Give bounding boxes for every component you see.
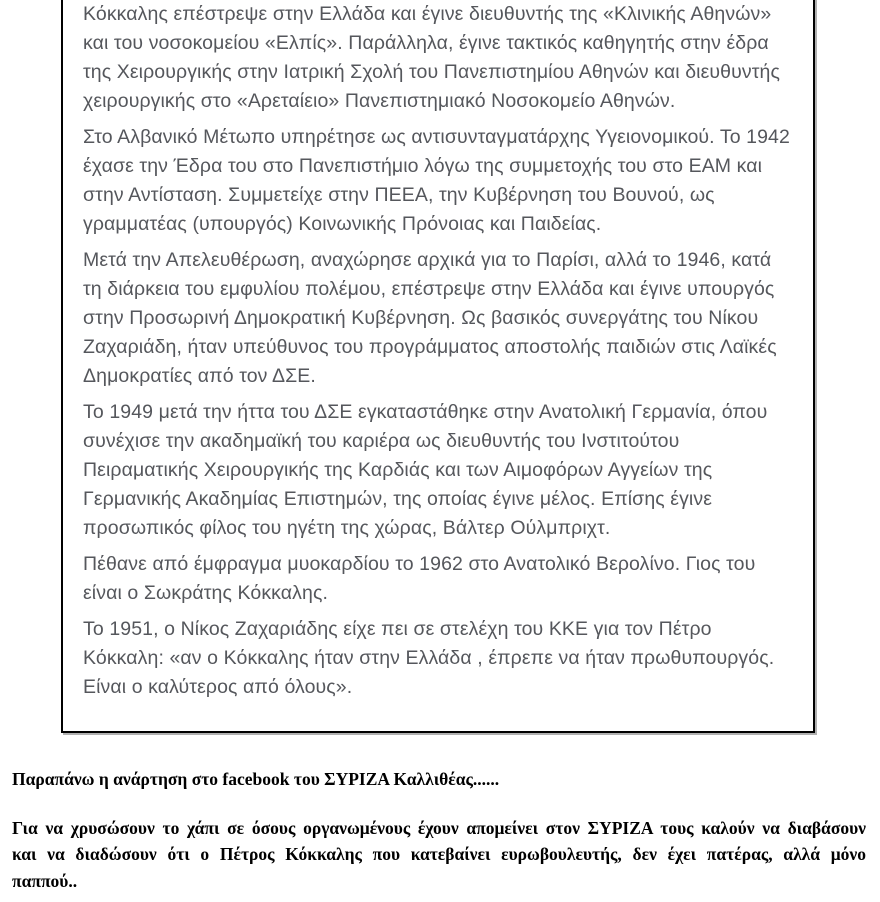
- quote-paragraph-5: Πέθανε από έμφραγμα μυοκαρδίου το 1962 στο Ανατολικό Βερολίνο. Γιος του είναι ο Σωκράτης Κόκκαλης.: [83, 553, 756, 604]
- quote-paragraph-2: Στο Αλβανικό Μέτωπο υπηρέτησε ως αντισυνταγματάρχης Υγειονομικού. Το 1942 έχασε την Έδρα του στο Πανεπιστήμιο λόγω της συμμετοχής του στο ΕΑΜ και στην Αντίσταση. Συμμετείχε στην ΠΕΕΑ, την Κυβέρνηση του Βουνού, ως γραμματέας (υπουργός) Κοινωνικής Πρόνοιας και Παιδείας.: [83, 126, 790, 235]
- quote-paragraph-6: Το 1951, ο Νίκος Ζαχαριάδης είχε πει σε στελέχη του ΚΚΕ για τον Πέτρο Κόκκαλη: «αν ο Κόκκαλης ήταν στην Ελλάδα , έπρεπε να ήταν πρωθυπουργός. Είναι ο καλύτερος από όλους».: [83, 618, 775, 698]
- quote-paragraph-4: Το 1949 μετά την ήττα του ΔΣΕ εγκαταστάθηκε στην Ανατολική Γερμανία, όπου συνέχισε την ακαδημαϊκή του καριέρα ως διευθυντής του Ινστιτούτου Πειραματικής Χειρουργικής της Καρδιάς και των Αιμοφόρων Αγγείων της Γερμανικής Ακαδημίας Επιστημών, της οποίας έγινε μέλος. Επίσης έγινε προσωπικός φίλος του ηγέτη της χώρας, Βάλτερ Ούλμπριχτ.: [83, 401, 768, 539]
- commentary-intro: Παραπάνω η ανάρτηση στο facebook του ΣΥΡΙΖΑ Καλλιθέας......: [12, 769, 500, 789]
- commentary-section: [12, 766, 866, 894]
- quote-paragraph-1: Κόκκαλης επέστρεψε στην Ελλάδα και έγινε διευθυντής της «Κλινικής Αθηνών» και του νοσοκομείου «Ελπίς». Παράλληλα, έγινε τακτικός καθηγητής στην έδρα της Χειρουργικής στην Ιατρική Σχολή του Πανεπιστημίου Αθηνών και διευθυντής χειρουργικής στο «Αρεταίειο» Πανεπιστημιακό Νοσοκομείο Αθηνών.: [83, 3, 780, 112]
- facebook-post-quote-box: [61, 0, 815, 733]
- quote-paragraph-3: Μετά την Απελευθέρωση, αναχώρησε αρχικά για το Παρίσι, αλλά το 1946, κατά τη διάρκεια του εμφυλίου πολέμου, επέστρεψε στην Ελλάδα και έγινε υπουργός στην Προσωρινή Δημοκρατική Κυβέρνηση. Ως βασικός συνεργάτης του Νίκου Ζαχαριάδη, ήταν υπεύθυνος του προγράμματος αποστολής παιδιών στις Λαϊκές Δημοκρατίες από τον ΔΣΕ.: [83, 249, 777, 387]
- commentary-body: Για να χρυσώσουν το χάπι σε όσους οργανωμένους έχουν απομείνει στον ΣΥΡΙΖΑ τους καλούν να διαβάσουν και να διαδώσουν ότι ο Πέτρος Κόκκαλης που κατεβαίνει ευρωβουλευτής, δεν έχει πατέρας, αλλά μόνο παππού..: [12, 817, 866, 891]
